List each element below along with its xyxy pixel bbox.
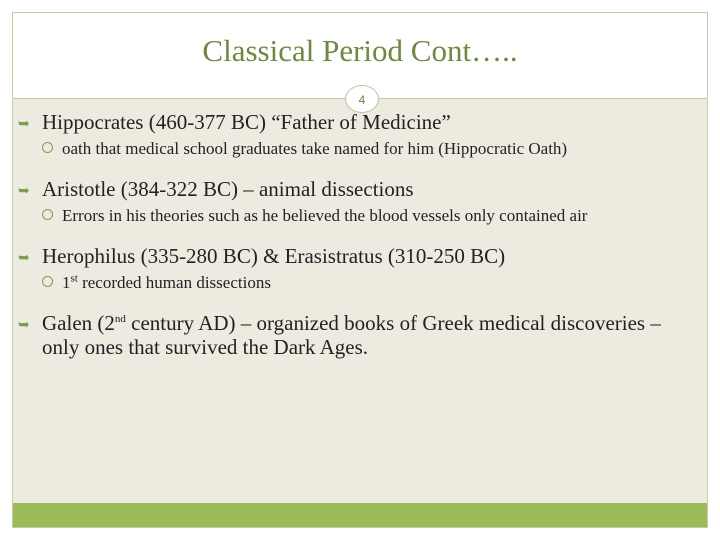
slide-title: Classical Period Cont….. <box>202 33 518 68</box>
bullet-arrow-icon: ➥ <box>18 318 30 333</box>
bullet-galen <box>18 311 678 359</box>
sub-bullet-text: Errors in his theories such as he believed the blood vessels only contained air <box>62 206 588 225</box>
bullet-text: Galen (2nd century AD) – organized books of Greek medical discoveries – only ones that survived the Dark Ages. <box>42 311 661 359</box>
bullet-herophilus <box>18 244 678 268</box>
bullet-text: Aristotle (384-322 BC) – animal dissections <box>42 177 414 201</box>
sub-bullet-first-dissections <box>18 272 678 293</box>
sub-bullet-text: 1st recorded human dissections <box>62 272 271 292</box>
sub-bullet-hippocratic-oath <box>18 138 678 159</box>
bullet-text: Hippocrates (460-377 BC) “Father of Medicine” <box>42 110 451 134</box>
footer-bar <box>13 503 707 527</box>
bullet-arrow-icon: ➥ <box>18 117 30 132</box>
sub-bullet-text: oath that medical school graduates take named for him (Hippocratic Oath) <box>62 139 568 158</box>
bullet-list <box>18 110 678 363</box>
bullet-text: Herophilus (335-280 BC) & Erasistratus (310-250 BC) <box>42 244 506 268</box>
bullet-aristotle <box>18 177 678 201</box>
sub-bullet-circle-icon <box>42 276 53 287</box>
bullet-arrow-icon: ➥ <box>18 251 30 266</box>
sub-bullet-errors <box>18 205 678 226</box>
bullet-hippocrates <box>18 110 678 134</box>
bullet-arrow-icon: ➥ <box>18 184 30 199</box>
sub-bullet-circle-icon <box>42 142 53 153</box>
sub-bullet-circle-icon <box>42 209 53 220</box>
slide-number: 4 <box>345 85 379 113</box>
